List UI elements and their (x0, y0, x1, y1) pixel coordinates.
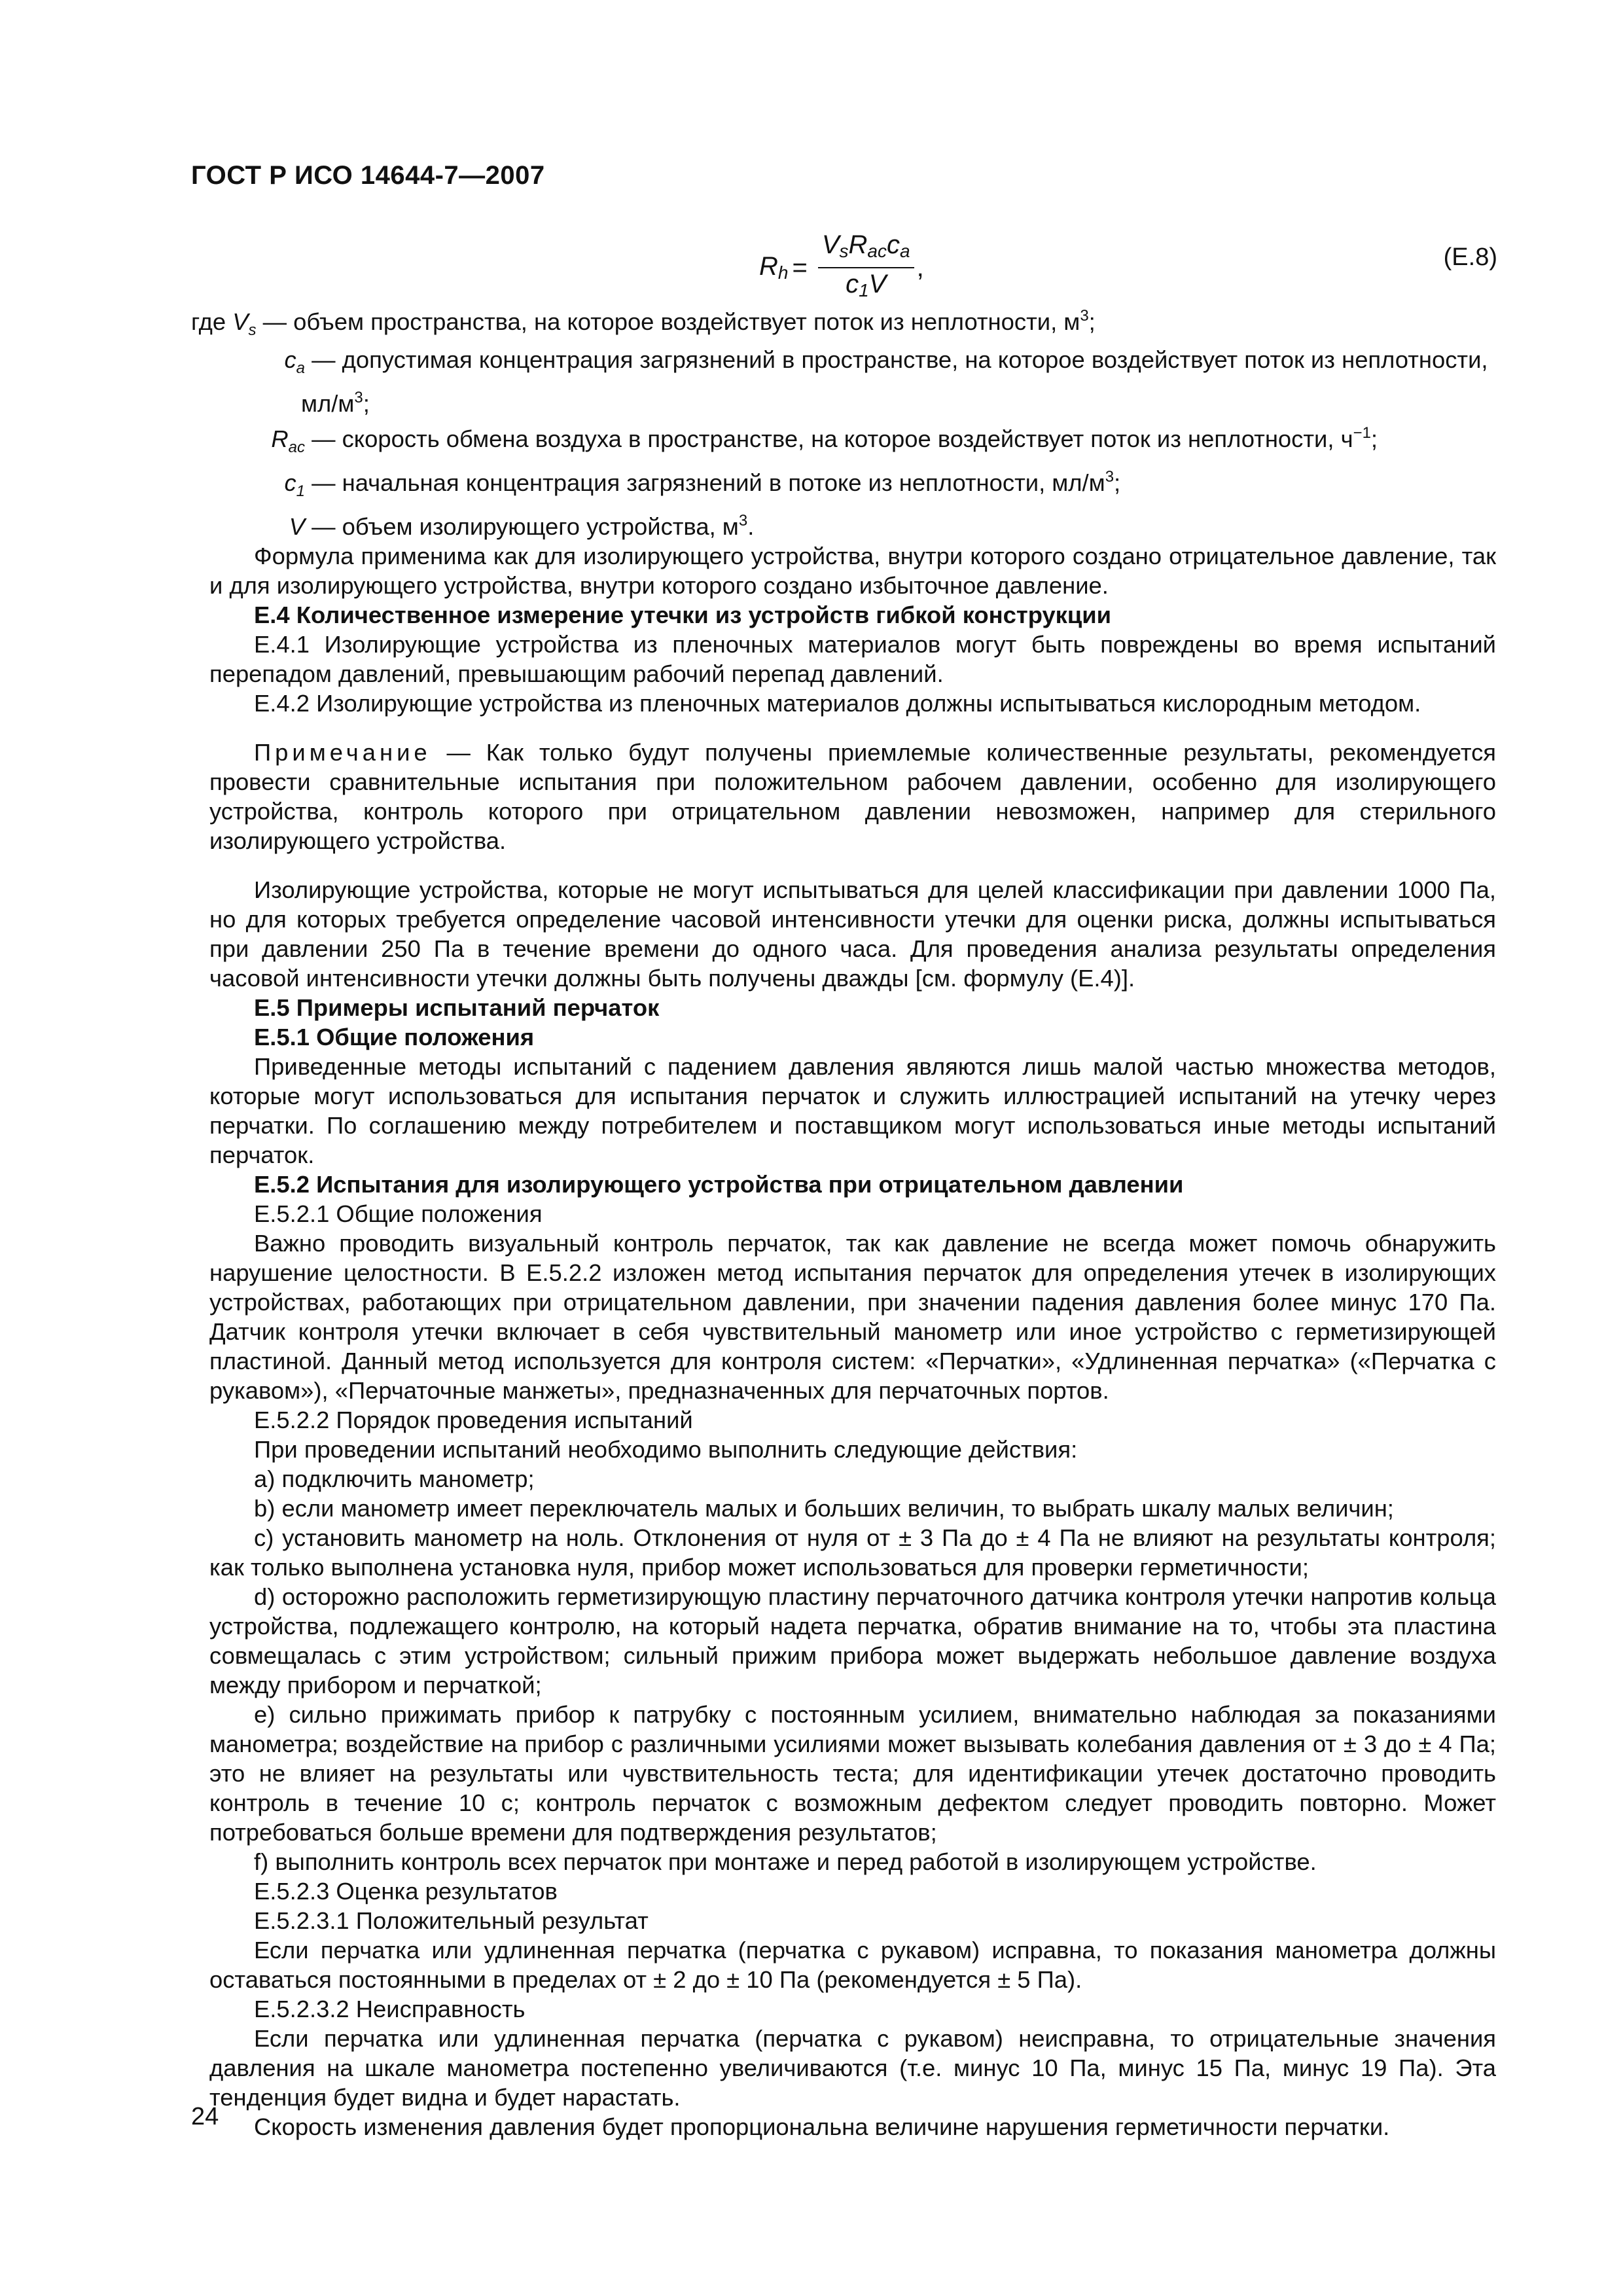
where-v: V — объем изолирующего устройства, $м^3$. (209, 506, 1496, 541)
heading-e5232: Е.5.2.3.2 Неисправность (254, 1996, 526, 2022)
note-label: Примечание (254, 739, 431, 766)
equals-sign: = (792, 253, 808, 282)
formula-numerator: VsRacca (818, 230, 914, 268)
symbol-ca: $c_a$ (284, 346, 305, 377)
note-text: — Как только будут получены приемлемые количественные результаты, рекомендуется провести сравнительные испытания при положительном рабочем давлении, особенно для изолирующего устройства, контроль которого при отрицательном давлении невозможен, например для стерильного изолирующего устройства. (209, 739, 1496, 854)
list-item-c: c) установить манометр на ноль. Отклонения от нуля от ± 3 Па до ± 4 Па не влияют на результаты контроля; как только выполнена установка нуля, прибор может использоваться для проверки герметичности; (209, 1524, 1496, 1581)
document-header: ГОСТ Р ИСО 14644-7—2007 (191, 161, 545, 190)
heading-e4: Е.4 Количественное измерение утечки из устройств гибкой конструкции (254, 601, 1112, 628)
list-item-b: b) если манометр имеет переключатель малых и больших величин, то выбрать шкалу малых величин; (254, 1495, 1394, 1522)
list-item-a: a) подключить манометр; (254, 1465, 535, 1492)
heading-e523: Е.5.2.3 Оценка результатов (254, 1878, 558, 1905)
list-item-f: f) выполнить контроль всех перчаток при монтаже и перед работой в изолирующем устройстве. (254, 1848, 1317, 1875)
heading-e522: Е.5.2.2 Порядок проведения испытаний (254, 1407, 693, 1433)
formula-e8 (759, 230, 924, 305)
where-ca: $c_a$ — допустимая концентрация загрязнений в пространстве, на которое воздействует поток из неплотности, (209, 345, 1496, 383)
symbol-c1: $c_1$ (284, 469, 305, 500)
list-item-d: d) осторожно расположить герметизирующую пластину перчаточного датчика контроля утечки напротив кольца устройства, подлежащего контролю, на который надета перчатка, обратив внимание на то, чтобы эта пластина совмещалась с этим устройством; сильный прижим прибора может выдержать небольшое давление воздуха между прибором и перчаткой; (209, 1583, 1496, 1698)
symbol-v: V (289, 513, 305, 540)
paragraph-e41: Е.4.1 Изолирующие устройства из пленочных материалов могут быть повреждены во время испытаний перепадом давлений, превышающим рабочий перепад давлений. (209, 631, 1496, 687)
paragraph-e42: Е.4.2 Изолирующие устройства из пленочных материалов должны испытываться кислородным методом. (254, 690, 1421, 717)
where-c1: $c_1$ — начальная концентрация загрязнений в потоке из неплотности, $мл/м^3$; (209, 462, 1496, 506)
heading-e521: Е.5.2.1 Общие положения (254, 1200, 543, 1227)
formula-comma: , (916, 253, 924, 282)
where-block (191, 301, 1496, 541)
symbol-rac: $R_{ac}$ (271, 425, 305, 456)
paragraph-250pa: Изолирующие устройства, которые не могут испытываться для целей классификации при давлении 1000 Па, но для которых требуется определение часовой интенсивности утечки для оценки риска, должны испытываться при давлении 250 Па в течение времени до одного часа. Для проведения анализа результаты определения часовой интенсивности утечки должны быть получены дважды [см. формулу (Е.4)]. (209, 876, 1496, 992)
note-paragraph (209, 738, 1496, 855)
paragraph-e5231: Если перчатка или удлиненная перчатка (перчатка с рукавом) исправна, то показания манометра должны оставаться постоянными в пределах от ± 2 до ± 10 Па (рекомендуется ± 5 Па). (209, 1937, 1496, 1993)
formula-denominator: c1V (846, 270, 887, 300)
paragraph-formula-scope: Формула применима как для изолирующего устройства, внутри которого создано отрицательное давление, так и для изолирующего устройства, внутри которого создано избыточное давление. (209, 543, 1496, 599)
paragraph-e522: При проведении испытаний необходимо выполнить следующие действия: (254, 1436, 1078, 1463)
heading-e51: Е.5.1 Общие положения (254, 1024, 535, 1050)
paragraph-final: Скорость изменения давления будет пропорциональна величине нарушения герметичности перчатки. (254, 2113, 1390, 2140)
where-ca-cont: $мл/м^3$; (301, 389, 370, 417)
formula-fraction (818, 230, 914, 305)
spacer (209, 855, 1496, 875)
spacer (209, 718, 1496, 738)
page-number: 24 (191, 2103, 219, 2130)
heading-e5: Е.5 Примеры испытаний перчаток (254, 994, 660, 1021)
paragraph-e51: Приведенные методы испытаний с падением давления являются лишь малой частью множества методов, которые могут использоваться для испытания перчаток и служить иллюстрацией испытаний на утечку через перчатки. По соглашению между потребителем и поставщиком могут использоваться иные методы испытаний перчаток. (209, 1053, 1496, 1168)
symbol-vs: $V_s$ (232, 308, 257, 339)
where-vs: где $V_s$ — объем пространства, на которое воздействует поток из неплотности, $м^3$; (191, 307, 1096, 339)
list-item-e: e) сильно прижимать прибор к патрубку с постоянным усилием, внимательно наблюдая за показаниями манометра; воздействие на прибор с различными усилиями может вызывать колебания давления от ± 3 до ± 4 Па; это не влияет на результаты или чувствительность теста; для идентификации утечек достаточно проводить контроль в течение 10 с; контроль перчаток с возможным дефектом следует проводить повторно. Может потребоваться больше времени для подтверждения результатов; (209, 1701, 1496, 1846)
formula-number: (E.8) (1443, 243, 1497, 271)
heading-e52: Е.5.2 Испытания для изолирующего устройства при отрицательном давлении (254, 1171, 1184, 1198)
where-rac: $R_{ac}$ — скорость обмена воздуха в пространстве, на которое воздействует поток из неплотности, $ч^{-1}$; (209, 418, 1496, 462)
paragraph-e5232: Если перчатка или удлиненная перчатка (перчатка с рукавом) неисправна, то отрицательные значения давления на шкале манометра постепенно увеличиваются (т.е. минус 10 Па, минус 15 Па, минус 19 Па). Эта тенденция будет видна и будет нарастать. (209, 2025, 1496, 2111)
heading-e5231: Е.5.2.3.1 Положительный результат (254, 1907, 649, 1934)
paragraph-e521: Важно проводить визуальный контроль перчаток, так как давление не всегда может помочь обнаружить нарушение целостности. В Е.5.2.2 изложен метод испытания перчаток для определения утечек в изолирующих устройствах, работающих при отрицательном давлении, при значении падения давления более минус 170 Па. Датчик контроля утечки включает в себя чувствительный манометр или иное устройство с герметизирующей пластиной. Данный метод используется для контроля систем: «Перчатки», «Удлиненная перчатка» («Перчатка с рукавом»), «Перчаточные манжеты», предназначенных для перчаточных портов. (209, 1230, 1496, 1404)
formula-lhs: Rh (759, 252, 789, 283)
